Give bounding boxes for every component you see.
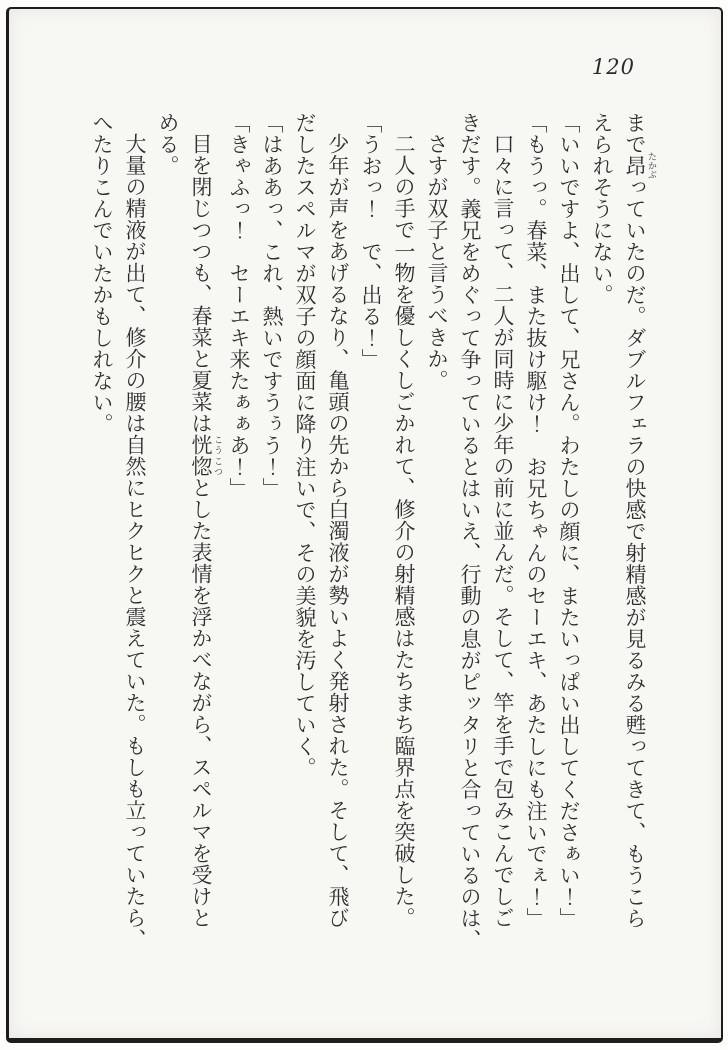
text-line: 「きゃふっ！ セーエキ来たぁぁあ！」 — [227, 112, 251, 499]
text-line: まで昂 たかぶっていたのだ。ダブルフェラの快感で射精感が見るみる甦ってきて、もうこら — [623, 112, 656, 929]
ruby-annotated-word: 恍惚 こうこつ — [189, 434, 222, 477]
text-line: 口々に言って、二人が同時に少年の前に並んだ。そして、竿を手で包みこんでしご — [491, 133, 515, 929]
text-line: める。 — [156, 112, 180, 177]
page-number: 120 — [591, 55, 635, 79]
text-block — [85, 112, 656, 968]
text-line: だしたスペルマが双子の顔面に降り注いで、その美貌を汚していく。 — [293, 112, 317, 779]
text-line: へたりこんでいたかもしれない。 — [90, 112, 114, 435]
text-line: えられそうにない。 — [590, 112, 614, 306]
text-line: 「うおっ！ で、出る！」 — [359, 112, 383, 370]
text-line: きだす。義兄をめぐって争っているとはいえ、行動の息がピッタリと合っているのは、 — [458, 112, 482, 951]
text-line: 目を閉じつつも、春菜と夏菜は恍惚 こうこつとした表情を浮かべながら、スペルマを受けと — [189, 133, 222, 929]
text-line: 大量の精液が出て、修介の腰は自然にヒクヒクと震えていた。もしも立っていたら、 — [123, 133, 147, 950]
text-line: 「はああっ、これ、熱いですうぅう！」 — [260, 112, 284, 499]
text-line: 少年が声をあげるなり、亀頭の先から白濁液が勢いよく発射された。そして、飛び — [326, 133, 350, 929]
text-line: 二人の手で一物を優しくしごかれて、修介の射精感はたちまち臨界点を突破した。 — [392, 133, 416, 929]
text-line: 「いいですよ、出して、兄さん。わたしの顔に、またいっぱい出してくださぁい！」 — [557, 112, 581, 929]
ruby-annotated-word: 昂 たかぶ — [623, 152, 656, 180]
text-line: さすが双子と言うべきか。 — [425, 133, 449, 391]
text-line: 「もうっ。春菜、また抜け駆け！ お兄ちゃんのセーエキ、あたしにも注いでぇ！」 — [524, 112, 548, 929]
